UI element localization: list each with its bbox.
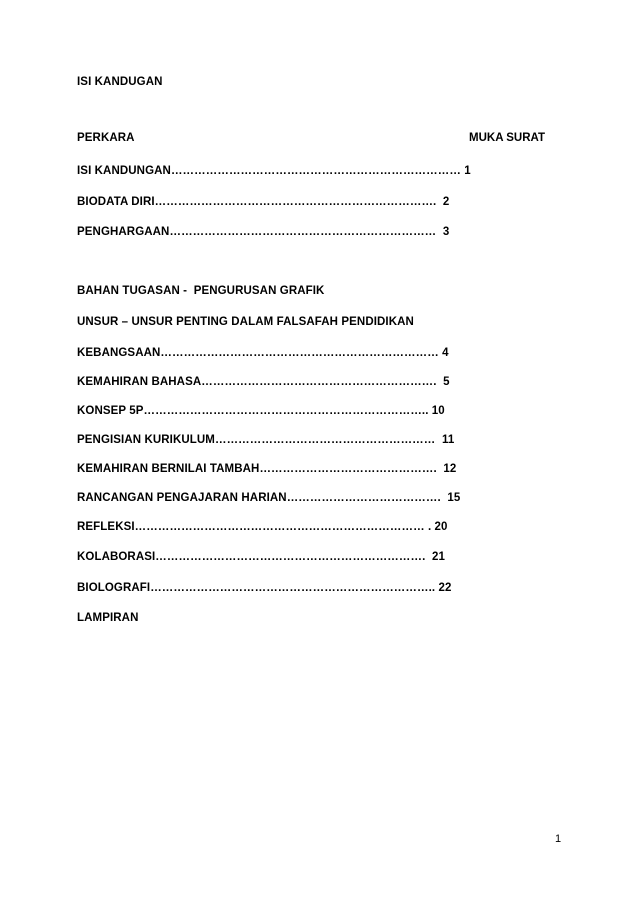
toc-entry-biodata-diri: BIODATA DIRI………………………………………………………………. 2 — [77, 196, 450, 208]
toc-entry-kebangsaan: KEBANGSAAN……………………………………………………………… 4 — [77, 347, 449, 359]
toc-entry-kemahiran-bernilai-tambah: KEMAHIRAN BERNILAI TAMBAH………………………………………. 12 — [77, 463, 457, 475]
toc-entry-refleksi: REFLEKSI………………………………………………………………… . 20 — [77, 521, 448, 533]
page-number: 1 — [555, 833, 562, 845]
toc-entry-rancangan-pengajaran-harian: RANCANGAN PENGAJARAN HARIAN…………………………………. 15 — [77, 492, 461, 504]
header-muka-surat: MUKA SURAT — [469, 132, 546, 144]
toc-title: ISI KANDUGAN — [77, 76, 163, 88]
unsur-heading: UNSUR – UNSUR PENTING DALAM FALSAFAH PENDIDIKAN — [77, 316, 414, 328]
toc-entry-kolaborasi: KOLABORASI……………………………………………………………. 21 — [77, 551, 445, 563]
toc-entry-konsep-5p: KONSEP 5P……………………………………………………………….. 10 — [77, 405, 445, 417]
section-heading: BAHAN TUGASAN - PENGURUSAN GRAFIK — [77, 285, 325, 297]
toc-entry-pengisian-kurikulum: PENGISIAN KURIKULUM………………………………………………… 11 — [77, 434, 455, 446]
header-perkara: PERKARA — [77, 132, 135, 144]
toc-entry-biolografi: BIOLOGRAFI……………………………………………………………….. 22 — [77, 582, 452, 594]
toc-entry-penghargaan: PENGHARGAAN…………………………………………………………… 3 — [77, 226, 450, 238]
lampiran-heading: LAMPIRAN — [77, 612, 139, 624]
toc-entry-isi-kandungan: ISI KANDUNGAN………………………………………………………………… 1 — [77, 165, 471, 177]
toc-entry-kemahiran-bahasa: KEMAHIRAN BAHASA……………………………………………………. 5 — [77, 376, 450, 388]
